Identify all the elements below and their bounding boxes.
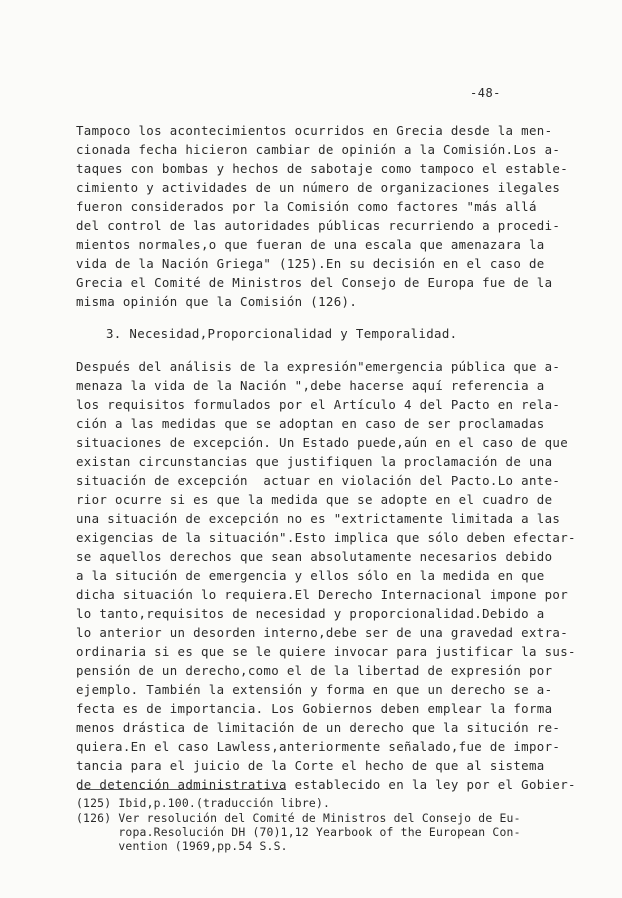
text-line: situaciones de excepción. Un Estado puede,aún en el caso de que — [76, 435, 569, 450]
text-line: vida de la Nación Griega" (125).En su decisión en el caso de — [76, 256, 545, 271]
text-line: tancia para el juicio de la Corte el hecho de que al sistema — [76, 758, 545, 773]
text-line: menaza la vida de la Nación ",debe hacerse aquí referencia a — [76, 378, 545, 393]
text-line: Después del análisis de la expresión"emergencia pública que a- — [76, 359, 561, 374]
text-line: situación de excepción actuar en violación del Pacto.Lo ante- — [76, 473, 561, 488]
text-line: del control de las autoridades públicas recurriendo a procedi- — [76, 218, 561, 233]
text-line: quiera.En el caso Lawless,anteriormente señalado,fue de impor- — [76, 739, 561, 754]
text-line: pensión de un derecho,como el de la libertad de expresión por — [76, 663, 553, 678]
text-line: ordinaria si es que se le quiere invocar para justificar la sus- — [76, 644, 576, 659]
footnote-line: ropa.Resolución DH (70)1,12 Yearbook of the European Con- — [76, 825, 521, 839]
page-number: -48- — [470, 86, 501, 100]
text-line: misma opinión que la Comisión (126). — [76, 294, 358, 309]
text-line: Tampoco los acontecimientos ocurridos en Grecia desde la men- — [76, 123, 553, 138]
text-line: Grecia el Comité de Ministros del Consejo de Europa fue de la — [76, 275, 553, 290]
text-line: se aquellos derechos que sean absolutamente necesarios debido — [76, 549, 553, 564]
text-line: lo tanto,requisitos de necesidad y proporcionalidad.Debido a — [76, 606, 545, 621]
text-line: existan circunstancias que justifiquen la proclamación de una — [76, 454, 553, 469]
text-line: de detención administrativa establecido en la ley por el Gobier- — [76, 777, 576, 792]
text-line: los requisitos formulados por el Artículo 4 del Pacto en rela- — [76, 397, 561, 412]
text-line: menos drástica de limitación de un derecho que la situción re- — [76, 720, 561, 735]
text-line: lo anterior un desorden interno,debe ser de una gravedad extra- — [76, 625, 569, 640]
footnote-divider — [78, 789, 286, 790]
text-line: mientos normales,o que fueran de una escala que amenazara la — [76, 237, 545, 252]
text-line: taques con bombas y hechos de sabotaje como tampoco el estable- — [76, 161, 569, 176]
text-line: rior ocurre si es que la medida que se adopte en el cuadro de — [76, 492, 553, 507]
text-line: a la situción de emergencia y ellos sólo en la medida en que — [76, 568, 545, 583]
text-line: fecta es de importancia. Los Gobiernos deben emplear la forma — [76, 701, 553, 716]
text-line: exigencias de la situación".Esto implica que sólo deben efectar- — [76, 530, 576, 545]
footnote-line: (125) Ibid,p.100.(traducción libre). — [76, 796, 331, 810]
text-line: dicha situación lo requiera.El Derecho Internacional impone por — [76, 587, 569, 602]
section-heading: 3. Necesidad,Proporcionalidad y Temporalidad. — [106, 326, 458, 341]
text-line: cimiento y actividades de un número de organizaciones ilegales — [76, 180, 561, 195]
text-line: ejemplo. También la extensión y forma en que un derecho se a- — [76, 682, 553, 697]
text-line: una situación de excepción no es "extrictamente limitada a las — [76, 511, 561, 526]
text-line: fueron considerados por la Comisión como factores "más allá — [76, 199, 537, 214]
text-line: cionada fecha hicieron cambiar de opinión a la Comisión.Los a- — [76, 142, 561, 157]
footnote-line: vention (1969,pp.54 S.S. — [76, 839, 288, 853]
text-line: ción a las medidas que se adoptan en caso de ser proclamadas — [76, 416, 545, 431]
footnote-line: (126) Ver resolución del Comité de Ministros del Consejo de Eu- — [76, 811, 521, 825]
